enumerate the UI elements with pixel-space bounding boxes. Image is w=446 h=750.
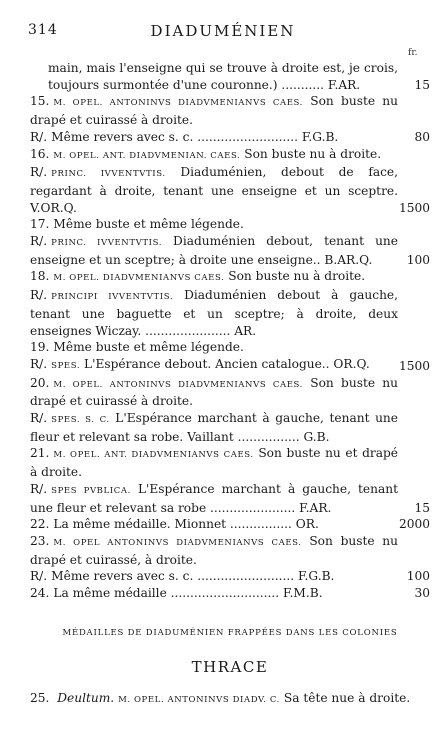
- entry-number: 17.: [30, 217, 50, 232]
- page-header: [0, 22, 446, 42]
- legend-text: M. OPEL ANTONINVS DIADVMENIANVS CAES.: [53, 537, 302, 548]
- catalogue-entry: [30, 164, 430, 216]
- legend-text: M. OPEL. ANTONINVS DIADV. C.: [118, 694, 280, 705]
- page-title: DIADUMÉNIEN: [150, 22, 296, 40]
- entry-description: Son buste nu à droite.: [228, 269, 366, 284]
- entry-price: 100: [406, 252, 430, 267]
- catalogue-entry: [30, 129, 430, 146]
- legend-text: SPES.: [51, 360, 81, 371]
- legend-text: SPES. S. C.: [51, 415, 110, 426]
- entry-number: R/.: [30, 165, 48, 180]
- entry-number: R/.: [30, 481, 48, 496]
- entry-description: Son buste nu et drapé à droite.: [30, 446, 399, 480]
- legend-text: PRINCIPI IVVENTVTIS.: [51, 292, 174, 303]
- legend-text: M. OPEL. ANT. DIADVMENIAN. CAES.: [53, 150, 241, 161]
- entry-description: Son buste nu drapé et cuirassé à droite.: [30, 375, 399, 409]
- entry-number: 18.: [30, 269, 50, 284]
- entry-list: [30, 60, 430, 602]
- entry-number: 16.: [30, 146, 50, 161]
- colony-entry: [30, 690, 430, 709]
- region-heading: THRACE: [191, 657, 269, 676]
- entry-description: Même buste et même légende.: [53, 217, 244, 232]
- entry-number: R/.: [30, 288, 48, 303]
- entry-description: La même médaille ............................ F.M.B.: [53, 586, 323, 601]
- catalogue-entry: [30, 533, 430, 568]
- entry-number: 19.: [30, 340, 50, 355]
- entry-number: R/.: [30, 234, 48, 249]
- catalogue-entry: [30, 356, 430, 375]
- entry-number: R/.: [30, 129, 48, 144]
- entry-description: Diaduménien debout à gauche, tenant une baguette et un sceptre; à droite, deux enseignes Wiczay. ...................... AR.: [30, 288, 399, 338]
- entry-number: 23.: [30, 533, 50, 548]
- catalogue-entry: [30, 268, 430, 287]
- entry-description: Sa tête nue à droite.: [283, 690, 411, 705]
- column-label: fr.: [408, 48, 418, 58]
- legend-text: SPES PVBLICA.: [51, 485, 131, 496]
- entry-price: 1500: [398, 358, 430, 373]
- entry-price: 15: [414, 77, 430, 92]
- colony-city: Deultum.: [57, 690, 115, 705]
- catalogue-entry: [30, 60, 430, 93]
- catalogue-entry: [30, 445, 430, 480]
- entry-description: L'Espérance debout. Ancien catalogue.. OR.Q.: [84, 356, 370, 371]
- entry-description: main, mais l'enseigne qui se trouve à droite est, je crois, toujours surmontée d'une couronne.) ........... F.AR.: [48, 61, 398, 92]
- entry-description: L'Espérance marchant à gauche, tenant une fleur et relevant sa robe. Vaillant ................ G.B.: [30, 411, 398, 444]
- catalogue-entry: [30, 585, 430, 602]
- legend-text: M. OPEL. ANT. DIADVMENIANVS CAES.: [53, 450, 254, 461]
- catalogue-entry: [30, 481, 430, 516]
- entry-description: Diaduménien debout, tenant une enseigne et un sceptre; à droite une enseigne.. B.AR.Q.: [30, 234, 398, 267]
- entry-price: 1500: [398, 200, 430, 215]
- entry-price: 80: [414, 129, 430, 144]
- legend-text: M. OPEL. DIADVMENIANVS CAES.: [53, 273, 225, 284]
- entry-number: 20.: [30, 375, 50, 390]
- catalogue-entry: [30, 233, 430, 268]
- entry-number: R/.: [30, 569, 48, 584]
- entry-number: 22.: [30, 517, 50, 532]
- entry-description: La même médaille. Mionnet ................ OR.: [53, 517, 319, 532]
- legend-text: M. OPEL. ANTONINVS DIADVMENIANVS CAES.: [53, 379, 303, 390]
- catalogue-entry: [30, 516, 430, 533]
- catalogue-entry: [30, 287, 430, 339]
- section-heading: MÉDAILLES DE DIADUMÉNIEN FRAPPÉES DANS LES COLONIES: [62, 627, 398, 638]
- legend-text: PRINC. IVVENTVTIS.: [51, 238, 162, 249]
- catalogue-entry: [30, 375, 430, 410]
- catalogue-entry: [30, 216, 430, 233]
- entry-description: Diaduménien, debout de face, regardant à droite, tenant une enseigne et un sceptre. V.OR.Q.: [30, 165, 399, 215]
- entry-price: 15: [414, 500, 430, 515]
- page-number: 314: [28, 22, 58, 38]
- catalogue-body: [30, 60, 430, 709]
- entry-description: L'Espérance marchant à gauche, tenant une fleur et relevant sa robe ...................... F.AR.: [30, 481, 398, 515]
- catalogue-entry: [30, 410, 430, 445]
- catalogue-entry: [30, 568, 430, 585]
- entry-number: 21.: [30, 446, 50, 461]
- legend-text: M. OPEL. ANTONINVS DIADVMENIANVS CAES.: [53, 98, 303, 109]
- entry-number: R/.: [30, 356, 48, 371]
- entry-number: R/.: [30, 411, 48, 426]
- entry-description: Même revers avec s. c. ......................... F.G.B.: [51, 569, 335, 584]
- entry-description: Même buste et même légende.: [53, 340, 244, 355]
- entry-number: 25.: [30, 690, 50, 705]
- entry-description: Son buste nu drapé et cuirassé, à droite.: [30, 533, 399, 567]
- legend-text: PRINC. IVVENTVTIS.: [51, 169, 166, 180]
- entry-number: 24.: [30, 586, 50, 601]
- entry-price: 100: [406, 569, 430, 584]
- entry-description: Son buste nu à droite.: [244, 146, 382, 161]
- catalogue-entry: [30, 93, 430, 128]
- entry-price: 2000: [398, 517, 430, 532]
- entry-description: Même revers avec s. c. .......................... F.G.B.: [51, 129, 339, 144]
- entry-description: Son buste nu drapé et cuirassé à droite.: [30, 94, 399, 128]
- catalogue-entry: [30, 339, 430, 356]
- entry-price: 30: [414, 586, 430, 601]
- entry-number: 15.: [30, 94, 50, 109]
- catalogue-entry: [30, 146, 430, 165]
